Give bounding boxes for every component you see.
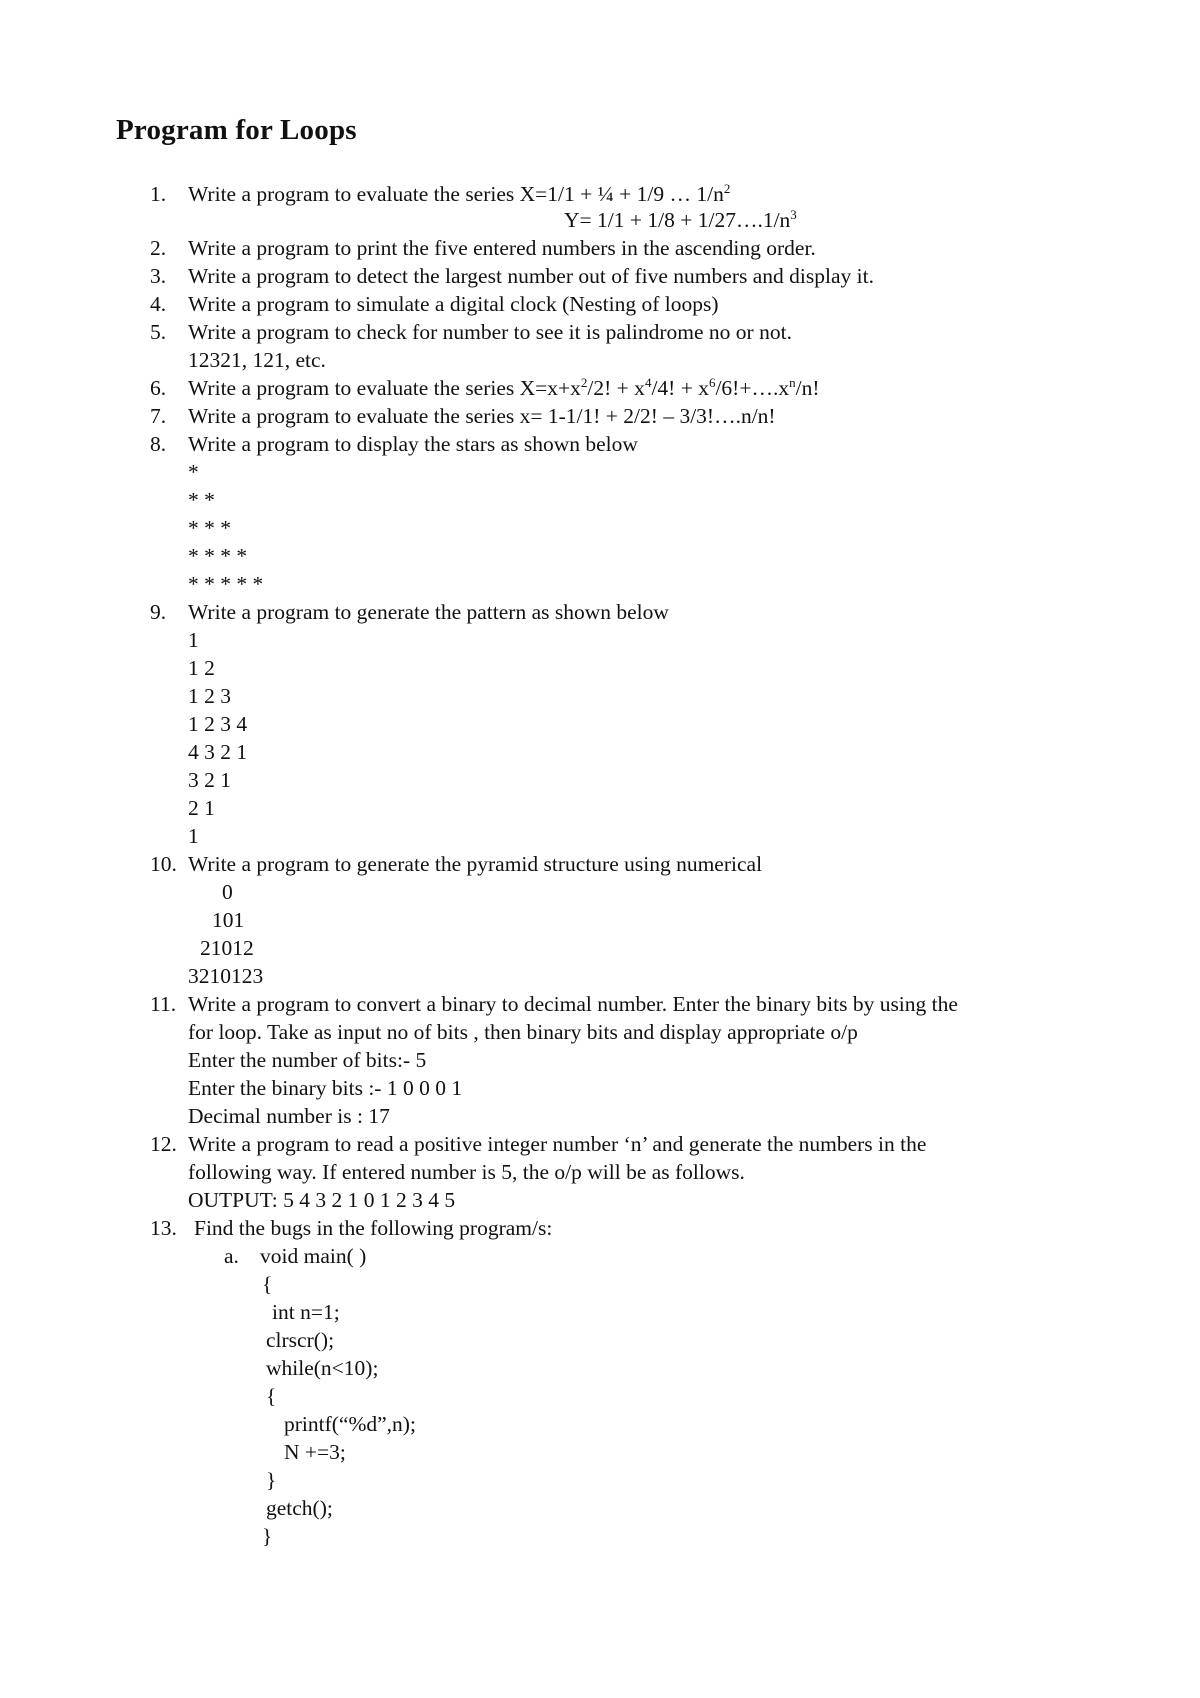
q4-text: Write a program to simulate a digital clock (Nesting of loops)	[188, 292, 719, 316]
q12-text: Write a program to read a positive integer number ‘n’ and generate the numbers in the	[188, 1132, 927, 1156]
item-number: 1.	[150, 182, 167, 206]
page-title: Program for Loops	[116, 114, 357, 146]
q6-part: /6!+….x	[715, 376, 790, 400]
code-line: printf(“%d”,n);	[284, 1412, 416, 1436]
pyramid-row: 21012	[200, 936, 254, 960]
star-row: * * * * *	[188, 572, 264, 596]
q3-text: Write a program to detect the largest number out of five numbers and display it.	[188, 264, 874, 288]
code-line: {	[266, 1384, 277, 1408]
pattern-row: 1 2 3	[188, 684, 231, 708]
q8-text: Write a program to display the stars as shown below	[188, 432, 638, 456]
pattern-row: 1	[188, 628, 199, 652]
q6-part: Write a program to evaluate the series X=x+x	[188, 376, 581, 400]
code-line: {	[262, 1272, 273, 1296]
item-number: 12.	[150, 1132, 177, 1156]
q11-sample: Decimal number is : 17	[188, 1104, 390, 1128]
pattern-row: 3 2 1	[188, 768, 231, 792]
q1-series-x: Write a program to evaluate the series X=1/1 + ¼ + 1/9 … 1/n	[188, 182, 724, 206]
code-line: N +=3;	[284, 1440, 346, 1464]
code-line: int n=1;	[272, 1300, 340, 1324]
item-number: 3.	[150, 264, 167, 288]
q2-text: Write a program to print the five entered numbers in the ascending order.	[188, 236, 816, 260]
item-number: 6.	[150, 376, 167, 400]
item-number: 9.	[150, 600, 167, 624]
q5-example: 12321, 121, etc.	[188, 348, 326, 372]
q1-series-y	[564, 206, 797, 234]
q6-sup: 2	[580, 375, 588, 390]
q10-text: Write a program to generate the pyramid structure using numerical	[188, 852, 763, 876]
q1-sup-x: 2	[723, 181, 731, 196]
pyramid-row: 3210123	[188, 964, 264, 988]
q13-text: Find the bugs in the following program/s:	[194, 1216, 553, 1240]
q6-part: /n!	[795, 376, 820, 400]
code-line: }	[266, 1468, 277, 1492]
q11-sample: Enter the number of bits:- 5	[188, 1048, 427, 1072]
item-number: 4.	[150, 292, 167, 316]
pyramid-row: 0	[222, 880, 233, 904]
q6-text	[188, 374, 819, 402]
code-line: void main( )	[260, 1244, 367, 1268]
q1-series-y-text: Y= 1/1 + 1/8 + 1/27….1/n	[564, 208, 791, 232]
q9-text: Write a program to generate the pattern as shown below	[188, 600, 669, 624]
item-number: 13.	[150, 1216, 177, 1240]
pyramid-row: 101	[212, 908, 245, 932]
item-number: 10.	[150, 852, 177, 876]
q11-sample: Enter the binary bits :- 1 0 0 0 1	[188, 1076, 463, 1100]
q12-text: following way. If entered number is 5, the o/p will be as follows.	[188, 1160, 745, 1184]
item-number: 7.	[150, 404, 167, 428]
item-number: 5.	[150, 320, 167, 344]
q6-sup: 6	[708, 375, 716, 390]
star-row: * * *	[188, 516, 231, 540]
code-line: clrscr();	[266, 1328, 335, 1352]
q7-text: Write a program to evaluate the series x= 1-1/1! + 2/2! – 3/3!….n/n!	[188, 404, 776, 428]
q1-sup-y: 3	[790, 207, 797, 222]
item-number: 11.	[150, 992, 177, 1016]
item-number: 2.	[150, 236, 167, 260]
item-number: 8.	[150, 432, 167, 456]
q11-text: for loop. Take as input no of bits , then binary bits and display appropriate o/p	[188, 1020, 858, 1044]
pattern-row: 1 2 3 4	[188, 712, 248, 736]
q6-sup: 4	[644, 375, 652, 390]
q5-text: Write a program to check for number to see it is palindrome no or not.	[188, 320, 792, 344]
star-row: * *	[188, 488, 215, 512]
q6-part: /4! + x	[651, 376, 709, 400]
code-line: while(n<10);	[266, 1356, 379, 1380]
pattern-row: 2 1	[188, 796, 215, 820]
pattern-row: 1	[188, 824, 199, 848]
code-line: }	[262, 1524, 273, 1548]
star-row: * * * *	[188, 544, 248, 568]
q12-output: OUTPUT: 5 4 3 2 1 0 1 2 3 4 5	[188, 1188, 456, 1212]
pattern-row: 4 3 2 1	[188, 740, 248, 764]
q6-sup: n	[789, 375, 796, 390]
q6-part: /2! + x	[587, 376, 645, 400]
pattern-row: 1 2	[188, 656, 215, 680]
q1-text	[188, 180, 730, 208]
sub-label: a.	[224, 1244, 239, 1268]
code-line: getch();	[266, 1496, 333, 1520]
q11-text: Write a program to convert a binary to decimal number. Enter the binary bits by using the	[188, 992, 958, 1016]
star-row: *	[188, 460, 199, 484]
